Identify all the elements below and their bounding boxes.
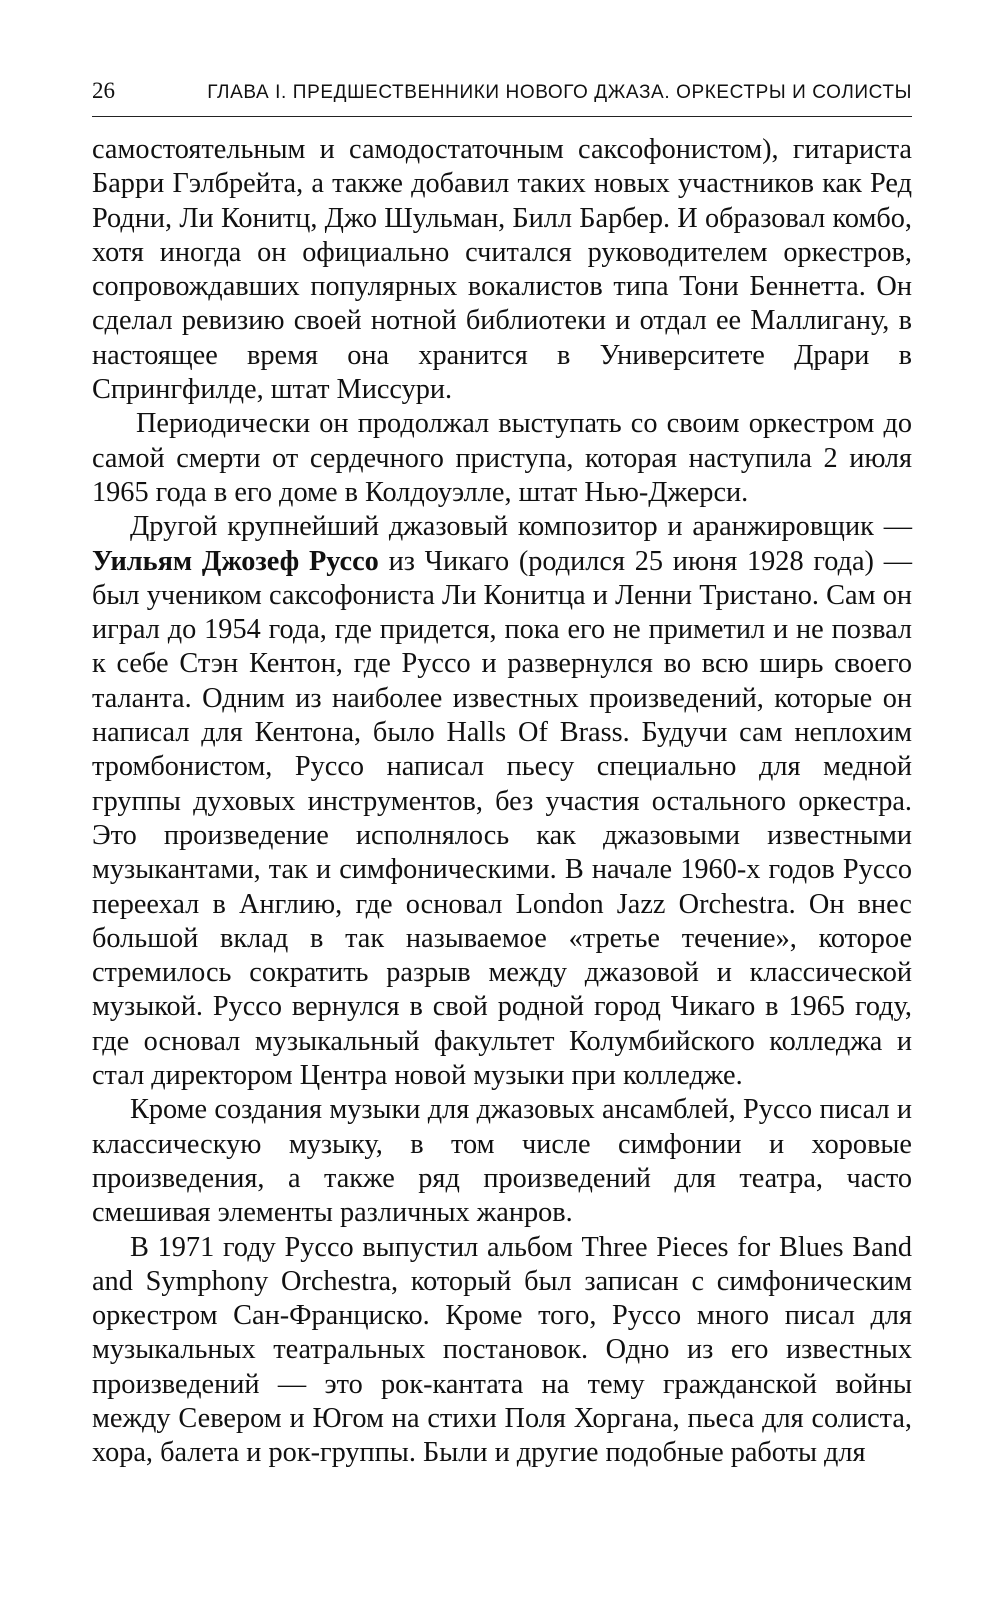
- paragraph-3-text: из Чикаго (родился 25 июня 1928 года) — был учеником саксофониста Ли Конитца и Ленни Тристано. Сам он играл до 1954 года, где придется, пока его не приметил и не позвал к себе Стэн Кентон, где Руссо и развернулся во всю ширь своего таланта. Одним из наиболее известных произведений, которые он написал для Кентона, было Halls Of Brass. Будучи сам неплохим тромбонистом, Руссо написал пьесу специально для медной группы духовых инструментов, без участия остального оркестра. Это произведение исполнялось как джазовыми известными музыкантами, так и симфоническими. В начале 1960-х годов Руссо переехал в Англию, где основал London Jazz Orchestra. Он внес большой вклад в так называемое «третье течение», которое стремилось сократить разрыв между джазовой и классической музыкой. Руссо вернулся в свой родной город Чикаго в 1965 году, где основал музыкальный факультет Колумбийского колледжа и стал директором Центра новой музыки при колледже.: [92, 545, 913, 1092]
- paragraph-2: Периодически он продолжал выступать со своим оркестром до самой смерти от сердечного приступа, которая наступила 2 июля 1965 года в его доме в Колдоуэлле, штат Нью-Джерси.: [92, 408, 912, 508]
- person-name-bold: Уильям Джозеф Руссо: [92, 545, 379, 577]
- paragraph-5: В 1971 году Руссо выпустил альбом Three Pieces for Blues Band and Symphony Orchestra, который был записан с симфоническим оркестром Сан-Франциско. Кроме того, Руссо много писал для музыкальных театральных постановок. Одно из его известных произведений — это рок-кантата на тему гражданской войны между Севером и Югом на стихи Поля Хоргана, пьеса для солиста, хора, балета и рок-группы. Были и другие подобные работы для: [92, 1231, 912, 1469]
- running-header: [92, 78, 912, 117]
- page-number: 26: [92, 78, 115, 103]
- paragraph-4: Кроме создания музыки для джазовых ансамблей, Руссо писал и классическую музыку, в том числе симфонии и хоровые произведения, а также ряд произведений для театра, часто смешивая элементы различных жанров.: [92, 1094, 912, 1229]
- body-text: [92, 133, 912, 1471]
- chapter-title: ГЛАВА I. ПРЕДШЕСТВЕННИКИ НОВОГО ДЖАЗА. ОРКЕСТРЫ И СОЛИСТЫ: [207, 82, 912, 103]
- paragraph-3: [92, 510, 912, 1093]
- book-page: [92, 78, 912, 1471]
- paragraph-1: самостоятельным и самодостаточным саксофонистом), гитариста Барри Гэлбрейта, а также добавил таких новых участников как Ред Родни, Ли Конитц, Джо Шульман, Билл Барбер. И образовал комбо, хотя иногда он официально считался руководителем оркестров, сопровождавших популярных вокалистов типа Тони Беннетта. Он сделал ревизию своей нотной библиотеки и отдал ее Маллигану, в настоящее время она хранится в Университете Драри в Спрингфилде, штат Миссури.: [92, 134, 912, 406]
- paragraph-3-intro: Другой крупнейший джазовый композитор и аранжировщик —: [130, 511, 912, 543]
